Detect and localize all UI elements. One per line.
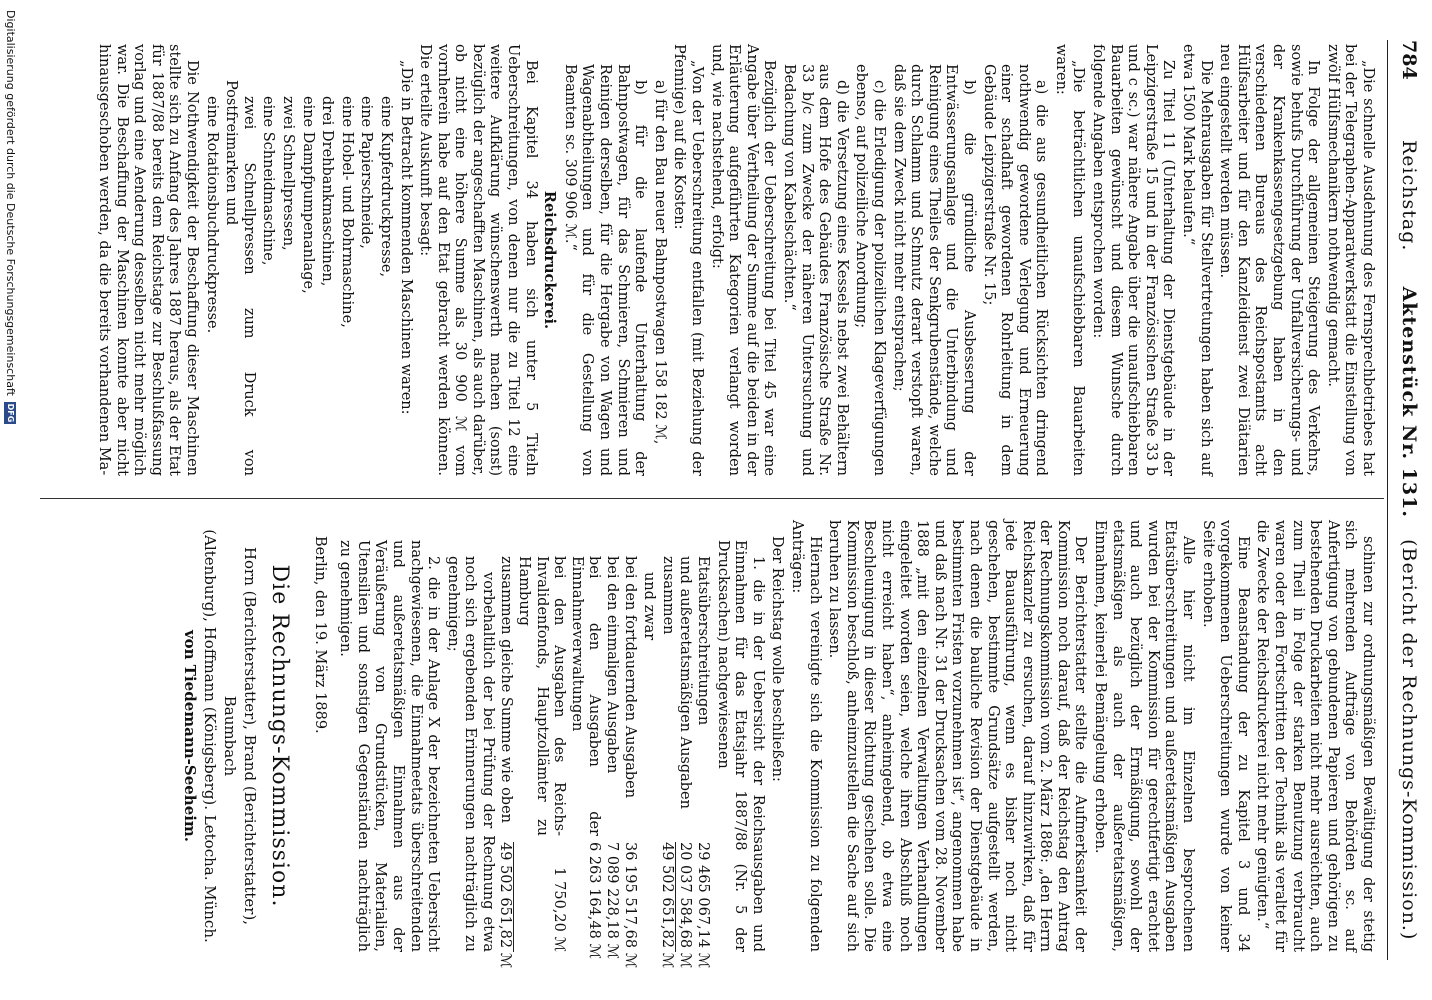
amount-row: zusammen gleiche Summe wie oben 49 502 651,82 ℳ — [497, 556, 515, 969]
machine-item: drei Drehbankmaschinen, — [319, 96, 336, 287]
header-rule — [1387, 40, 1388, 960]
motion-item: 2. die in der Anlage X der bezeichneten Uebersicht nachgewiesenen, die Einnahmeetats überschreitenden und außeretatsmäßigen Einnahmen aus der Veräußerung von Grundstücken, Materialien, Utensilien und sonstigen Gegenständen nachträglich zu genehmigen. — [337, 540, 442, 952]
amount-row: Etatsüberschreitungen 29 465 067,14 ℳ — [695, 556, 712, 969]
amount: 20 037 584,68 ℳ — [677, 842, 694, 969]
amount: 1 750,20 ℳ — [551, 867, 568, 952]
motion-item: 1. die in der Uebersicht der Reichsausgaben und Einnahmen für das Etatsjahr 1887/88 (Nr. 5 der Drucksachen) nachgewiesenen — [714, 540, 766, 952]
list-item: a) für den Bau neuer Bahnpostwagen 158 182 ℳ, — [651, 80, 668, 445]
amount: 7 089 228,18 ℳ — [604, 842, 621, 959]
paragraph: Zu Titel 11 (Unterhaltung der Dienstgebäude in der Leipzigerstraße 15 und in der Französischen Straße 33 b und c sc.) war nähere Angabe über die unaufschiebbaren Bauarbeiten gewünscht und diesem Wunsche durch folgende Angaben entsprochen worden: — [1090, 44, 1177, 476]
machine-item: eine Dampfpumpenanlage, — [299, 96, 316, 294]
machine-item: eine Kupferdruckpresse, — [377, 96, 394, 278]
page-number: 784 — [1398, 40, 1420, 80]
label: und zwar — [641, 572, 658, 641]
signatories — [180, 520, 260, 952]
amount-row: bei den fortdauernden Ausgaben 36 195 517,68 ℳ — [621, 556, 638, 969]
paragraph: schinen zur ordnungsmäßigen Bewältigung der stetig sich mehrenden Aufträge von Behörden sc. auf Anfertigung von gebundenen Papieren und gehörigen zu bestehenden Druckarbeiten nicht mehr ausreichten, auch zum Theil in Folge der starken Benutzung verbraucht waren oder den Fortschritten der Technik als veraltet für die Zwecke der Reichsdruckerei nicht mehr genügten.“ — [1254, 520, 1376, 952]
signatory-line: von Tiedemann-Seeheim. — [181, 629, 200, 843]
paragraph: Hiernach vereinigte sich die Kommission zu folgenden Anträgen: — [789, 520, 823, 952]
title-main: Aktenstück Nr. 131. — [1398, 286, 1420, 518]
amount-row: zusammen 49 502 651,82 ℳ — [658, 556, 676, 969]
digitization-footer — [4, 0, 17, 1000]
amount: 29 465 067,14 ℳ — [695, 842, 712, 969]
paragraph: Alle hier nicht im Einzelnen besprochenen Etatsüberschreitungen und außeretatsmäßigen Ausgaben wurden bei der Kommission für gerechtfertigt erachtet und auch bezüglich der Ermäßigung, sowohl der etatsmäßigen als auch der außeretatsmäßigen, Einnahmen, keinerlei Bemängelung erhoben. — [1092, 520, 1197, 952]
paragraph: Der Berichterstatter stellte die Aufmerksamkeit der Kommission noch darauf, daß der Reichstag den Antrag der Rechnungskommission vom 2. März 1886: „den Herrn Reichskanzler zu ersuchen, darauf hinzuwirken, daß für jede Bauausführung, wenn es bisher noch nicht geschehen, bestimmte Grundsätze aufgestellt werden, nach denen die bauliche Revision der Dienstgebäude in bestimmten Fristen vorzunehmen ist“, angenommen habe und daß nach Nr. 31 der Drucksachen vom 28. November 1888 „mit den einzelnen Verwaltungen Verhandlungen eingeleitet worden seien, welche ihren Abschluß noch nicht erreicht haben“, anheimgebend, ob etwa eine Beschleunigung in dieser Richtung geschehen solle. Die Kommission beschloß, anheimzustellen die Sache auf sich beruhen zu lassen. — [826, 520, 1089, 952]
title-suffix: (Bericht der Rechnungs-Kommission.) — [1398, 539, 1420, 941]
section-heading: Reichsdruckerei. — [541, 190, 559, 330]
machine-item: eine Papierschneide, — [358, 96, 375, 249]
signatory-line: (Altenburg), Hoffmann (Königsberg). Letocha. Münch. — [201, 529, 220, 943]
machine-item: eine Schneidmaschine, — [260, 96, 277, 266]
machine-item: zwei Schnellpressen zum Druck von Postfreimarken und — [223, 80, 257, 476]
running-title — [1398, 140, 1420, 940]
amount-row: und außeretatsmäßigen Ausgaben 20 037 584,68 ℳ — [677, 556, 694, 969]
paragraph: „Von der Ueberschreitung entfallen (mit Beziehung der Pfennige) auf die Kosten: — [671, 44, 706, 476]
amount: 36 195 517,68 ℳ — [621, 842, 638, 969]
left-column — [92, 44, 1376, 476]
machine-item: zwei Schnellpressen, — [279, 96, 296, 251]
page-header — [1384, 40, 1424, 960]
signature-title: Die Rechnungs-Kommission. — [266, 564, 292, 908]
amount-row: bei den Ausgaben der Einnahmeverwaltungen 6 263 164,48 ℳ — [568, 556, 603, 959]
signatory-line: Horn (Berichterstatter), Brand (Berichterstatter), Baumbach — [221, 546, 260, 926]
amount: 6 263 164,48 ℳ — [586, 842, 603, 959]
paragraph: Die Mehrausgaben für Stellvertretungen haben sich auf etwa 1500 Mark belaufen.“ — [1180, 44, 1214, 476]
right-column — [180, 520, 1376, 969]
amount-total: 49 502 651,82 ℳ — [658, 842, 675, 969]
list-item: b) die gründliche Ausbesserung der Entwässerungsanlage und die Unterbindung und Reinigung eines Theiles der Senkgrubenstände, welche durch Schlamm und Schmutz derart verstopft waren, daß sie dem Zweck nicht mehr entsprachen; — [890, 64, 977, 476]
title-prefix: Reichstag. — [1398, 140, 1420, 252]
amount-total: 49 502 651,82 ℳ — [497, 842, 514, 969]
paragraph: „Die in Betracht kommenden Maschinen waren: — [397, 60, 414, 415]
machine-item: eine Hobel- und Bohrmaschine, — [338, 96, 355, 328]
footer-text: Digitalisierung gefördert durch die Deutsche Forschungsgemeinschaft — [4, 10, 17, 396]
paragraph: Der Reichstag wolle beschließen: — [769, 536, 786, 782]
paragraph: In Folge der allgemeinen Steigerung des Verkehrs, sowie behufs Durchführung der Unfallversicherungs- und der Krankenkassengesetzgebung haben in den verschiedenen Bureaus des Reichspostamts acht Hülfsarbeiter und für den Kanzleidienst zwei Diätarien neu eingestellt werden müssen. — [1217, 44, 1322, 476]
amount-row: bei den Ausgaben des Reichs-Invalidenfonds, Hauptzollämter zu Hamburg 1 750,20 ℳ — [516, 556, 568, 952]
column-divider — [40, 498, 1384, 499]
paragraph: Die Nothwendigkeit der Beschaffung dieser Maschinen stellte sich zu Anfang des Jahres 1887 heraus, als der Etat für 1887/88 bereits dem Reichstage zur Beschlußfassung vorlag und eine Aenderung desselben nicht mehr möglich war. Die Beschaffung der Maschinen konnte aber nicht hinausgeschoben werden, da die bereits vorhandenen Ma- — [96, 44, 200, 476]
paragraph: Bei Kapitel 34 haben sich unter 5 Titeln Ueberschreitungen, von denen nur die zu Titel 12 eine weitere Aufklärung wünschenswerth machen (sonst) bezüglich der angeschafften Maschinen, als auch darüber, ob nicht eine höhere Summe als 30 900 ℳ vom vornherein habe auf den Etat gebracht werden können. Die erteilte Auskunft besagt: — [417, 44, 539, 476]
list-item: a) die aus gesundheitlichen Rücksichten dringend nothwendig gewordene Verlegung und Erneuerung einer schadhaft gewordenen Rohrleitung in dem Gebäude Leipzigerstraße Nr. 15; — [980, 64, 1050, 476]
machine-item: eine Rotationsbuchdruckpresse. — [203, 96, 220, 334]
paragraph: vorbehaltlich der bei Prüfung der Rechnung etwa noch sich ergebenden Erinnerungen nachträglich zu genehmigen; — [444, 556, 496, 952]
date-line: Berlin, den 19. März 1889. — [311, 536, 328, 734]
list-item: c) die Erledigung der polizeilichen Klageverfügungen ebenso, auf polizeiliche Anordnung; — [853, 64, 887, 476]
paragraph: „Die beträchtlichen unaufschiebbaren Bauarbeiten waren: — [1052, 44, 1087, 476]
paragraph: „Die schnelle Ausdehnung des Fernsprechbetriebes hat bei der Telegraphen-Apparatwerkstatt die Einstellung von zwölf Hülfsmechanikern nothwendig gemacht. — [1324, 44, 1376, 476]
dfg-logo: DFG — [6, 403, 16, 423]
amount-row: bei den einmaligen Ausgaben 7 089 228,18 ℳ — [604, 556, 621, 959]
paragraph: Bezüglich der Ueberschreitung bei Titel 45 war eine Angabe über Vertheilung der Summe auf die beiden in der Erläuterung aufgeführten Kategorien verlangt worden und, wie nachstehend, erfolgt: — [708, 44, 778, 476]
list-item: d) die Versetzung eines Kessels nebst zwei Behältern aus dem Hofe des Gebäudes Französische Straße Nr. 33 b/c zum Zwecke der näheren Untersuchung und Bedachung von Kabelschächten.“ — [781, 64, 850, 476]
paragraph: Eine Beanstandung der zu Kapitel 3 und 34 vorgekommenen Ueberschreitungen wurde von keiner Seite erhoben. — [1199, 520, 1251, 952]
list-item: b) für die laufende Unterhaltung der Bahnpostwagen, für das Schmieren, Schmieren und Reinigen derselben, für die Hergabe von Wagen und Wagenabtheilungen und für die Gestellung von Beamten sc. 309 906 ℳ.“ — [561, 64, 649, 476]
